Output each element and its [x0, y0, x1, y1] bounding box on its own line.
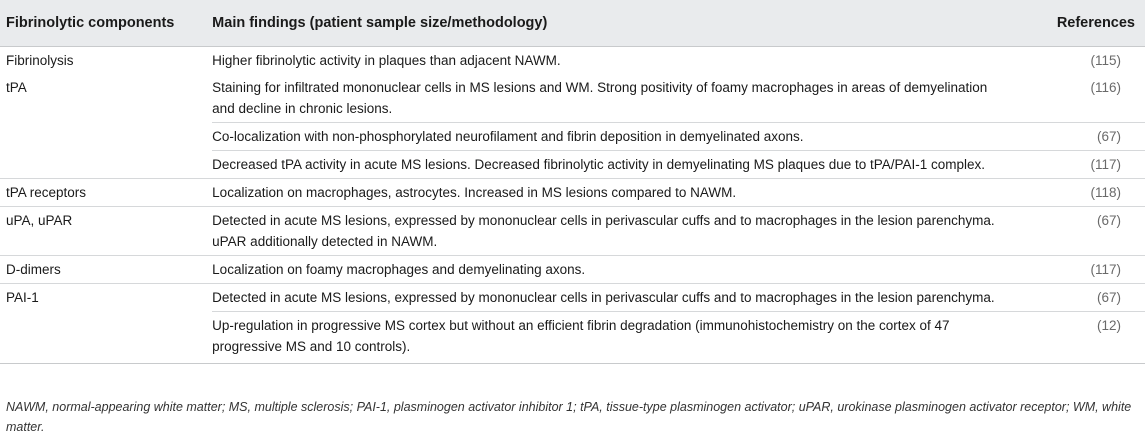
row-reference[interactable]: (118) [1003, 179, 1145, 207]
table-row [0, 123, 1145, 151]
row-reference[interactable]: (116) [1090, 80, 1121, 95]
row-component: D-dimers [0, 256, 212, 284]
row-reference[interactable]: (67) [1003, 207, 1145, 256]
row-reference[interactable]: (115) [1090, 53, 1121, 68]
row-component [0, 123, 212, 151]
header-findings: Main findings (patient sample size/methodology) [212, 0, 1003, 47]
row-component: tPA receptors [0, 179, 212, 207]
row-finding: Up-regulation in progressive MS cortex but without an efficient fibrin degradation (immunohistochemistry on the cortex of 47 progressive MS and 10 controls). [212, 312, 1003, 364]
row-finding: Detected in acute MS lesions, expressed by mononuclear cells in perivascular cuffs and to macrophages in the lesion parenchyma. uPAR additionally detected in NAWM. [212, 207, 1003, 256]
row-reference[interactable]: (12) [1003, 312, 1145, 364]
table-row [0, 207, 1145, 256]
row-reference[interactable]: (117) [1003, 151, 1145, 179]
row-finding: Detected in acute MS lesions, expressed by mononuclear cells in perivascular cuffs and to macrophages in the lesion parenchyma. [212, 284, 1003, 312]
row-component: tPA [6, 80, 27, 95]
table-row [0, 312, 1145, 364]
table-row [0, 179, 1145, 207]
table-row [0, 74, 1145, 123]
row-component: Fibrinolysis [6, 53, 74, 68]
row-finding: Higher fibrinolytic activity in plaques than adjacent NAWM. [212, 53, 561, 68]
row-finding: Localization on foamy macrophages and demyelinating axons. [212, 256, 1003, 284]
row-finding: Staining for infiltrated mononuclear cells in MS lesions and WM. Strong positivity of foamy macrophages in areas of demyelination and decline in chronic lesions. [212, 80, 988, 116]
table-row [0, 47, 1145, 75]
row-component [0, 312, 212, 364]
row-component [0, 151, 212, 179]
row-component: PAI-1 [0, 284, 212, 312]
header-component: Fibrinolytic components [0, 0, 212, 47]
table-footnote: NAWM, normal-appearing white matter; MS, multiple sclerosis; PAI-1, plasminogen activator inhibitor 1; tPA, tissue-type plasminogen activator; uPAR, urokinase plasminogen activator receptor; WM, white matter. [6, 400, 1132, 434]
table-row [0, 256, 1145, 284]
row-finding: Localization on macrophages, astrocytes. Increased in MS lesions compared to NAWM. [212, 179, 1003, 207]
header-references: References [1003, 0, 1145, 47]
table-row [0, 284, 1145, 312]
row-component: uPA, uPAR [0, 207, 212, 256]
row-reference[interactable]: (117) [1003, 256, 1145, 284]
table-row [0, 151, 1145, 179]
row-finding: Decreased tPA activity in acute MS lesions. Decreased fibrinolytic activity in demyelinating MS plaques due to tPA/PAI-1 complex. [212, 151, 1003, 179]
row-reference[interactable]: (67) [1003, 284, 1145, 312]
row-reference[interactable]: (67) [1003, 123, 1145, 151]
header-row [0, 0, 1145, 47]
row-finding: Co-localization with non-phosphorylated neurofilament and fibrin deposition in demyelinated axons. [212, 123, 1003, 151]
